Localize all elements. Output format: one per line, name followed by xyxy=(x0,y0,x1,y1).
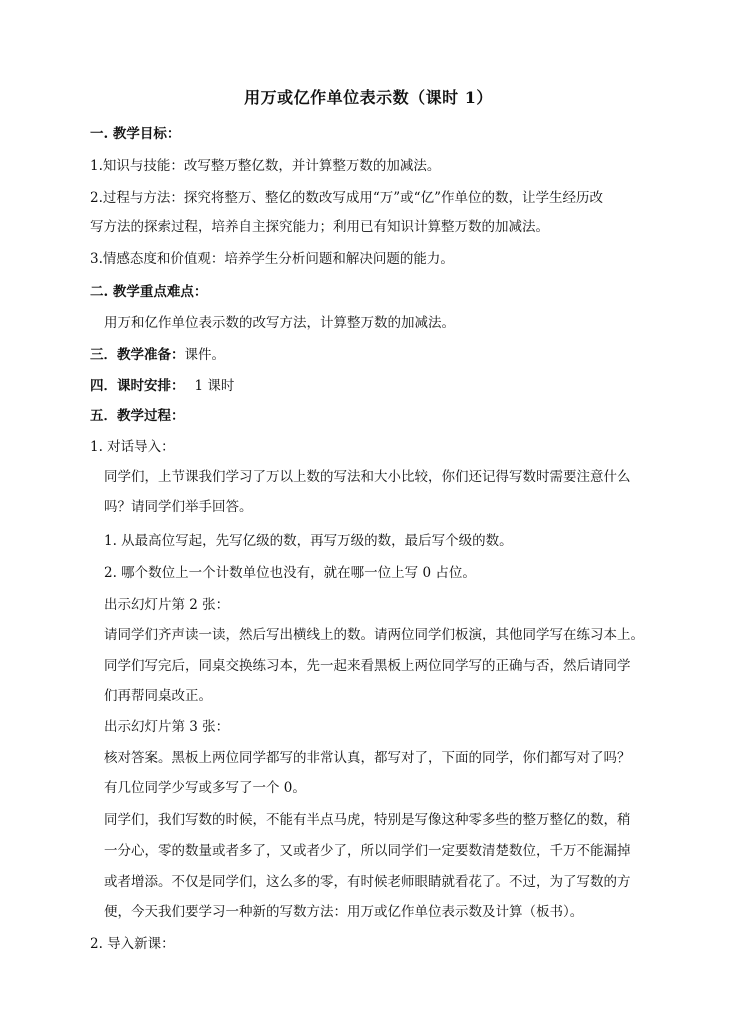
process-step-2-heading: 2. 导入新课： xyxy=(90,936,175,952)
schedule-line xyxy=(90,376,234,396)
section-heading-key-points: 二. 教学重点难点： xyxy=(90,284,208,300)
paragraph-line: 同学们，我们写数的时候，不能有半点马虎，特别是写像这种零多些的整万整亿的数，稍 xyxy=(104,812,631,828)
section-heading-objectives: 一. 教学目标： xyxy=(90,126,181,142)
preparation-value: 课件。 xyxy=(184,347,225,363)
section-heading-process: 五．教学过程： xyxy=(90,408,185,424)
page-title: 用万或亿作单位表示数（课时 1） xyxy=(244,88,493,107)
list-item: 1. 从最高位写起，先写亿级的数，再写万级的数，最后写个级的数。 xyxy=(104,533,513,549)
paragraph-line: 便，今天我们要学习一种新的写数方法：用万或亿作单位表示数及计算（板书）。 xyxy=(104,904,584,920)
paragraph-line: 有几位同学少写或多写了一个 0。 xyxy=(104,780,306,796)
objective-item-2-line-1: 2.过程与方法：探究将整万、整亿的数改写成用“万”或“亿”作单位的数，让学生经历改 xyxy=(90,190,603,206)
paragraph-line: 一分心，零的数量或者多了，又或者少了，所以同学们一定要数清楚数位，千万不能漏掉 xyxy=(104,843,631,859)
list-item: 2. 哪个数位上一个计数单位也没有，就在哪一位上写 0 占位。 xyxy=(104,565,476,581)
key-points-text: 用万和亿作单位表示数的改写方法，计算整万数的加减法。 xyxy=(104,315,455,331)
paragraph-line: 吗？请同学们举手回答。 xyxy=(104,499,253,515)
paragraph-line: 或者增添。不仅是同学们，这么多的零，有时候老师眼睛就看花了。不过，为了写数的方 xyxy=(104,874,631,890)
paragraph-line: 们再帮同桌改正。 xyxy=(104,688,212,704)
paragraph-line: 请同学们齐声读一读，然后写出横线上的数。请两位同学们板演，其他同学写在练习本上。 xyxy=(104,627,644,643)
schedule-value: 1 课时 xyxy=(194,378,235,394)
paragraph-line: 核对答案。黑板上两位同学都写的非常认真，都写对了，下面的同学，你们都写对了吗？ xyxy=(104,750,631,766)
objective-item-2-line-2: 写方法的探索过程，培养自主探究能力；利用已有知识计算整万数的加减法。 xyxy=(90,219,549,235)
objective-item-3: 3.情感态度和价值观：培养学生分析问题和解决问题的能力。 xyxy=(90,251,454,267)
paragraph-line: 同学们写完后，同桌交换练习本，先一起来看黑板上两位同学写的正确与否，然后请同学 xyxy=(104,658,631,674)
preparation-line xyxy=(90,345,225,365)
section-heading-schedule: 四．课时安排： xyxy=(90,378,185,394)
objective-item-1: 1.知识与技能：改写整万整亿数，并计算整万数的加减法。 xyxy=(90,158,441,174)
slide-2-label: 出示幻灯片第 2 张： xyxy=(104,597,230,613)
slide-3-label: 出示幻灯片第 3 张： xyxy=(104,719,230,735)
process-step-1-heading: 1. 对话导入： xyxy=(90,439,175,455)
paragraph-line: 同学们，上节课我们学习了万以上数的写法和大小比较，你们还记得写数时需要注意什么 xyxy=(104,469,631,485)
section-heading-preparation: 三．教学准备： xyxy=(90,347,185,363)
